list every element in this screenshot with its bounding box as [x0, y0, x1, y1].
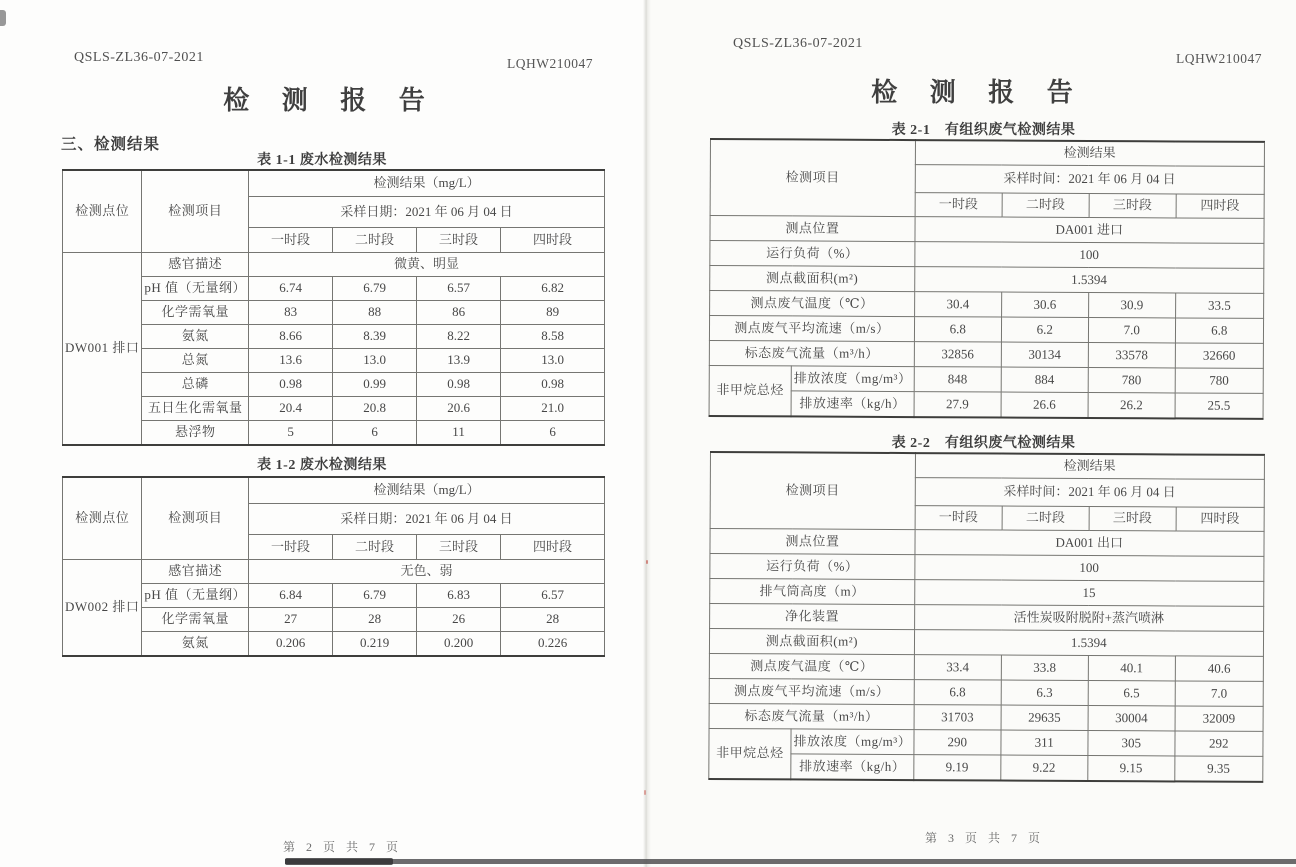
item-label-cell: pH 值（无量纲）: [142, 277, 249, 301]
value-cell: 9.35: [1175, 756, 1263, 782]
item-label-cell: 测点位置: [710, 529, 915, 555]
value-cell: 20.6: [417, 397, 501, 421]
table-2-1-caption: 表 2-1 有组织废气检测结果: [891, 123, 1076, 138]
page-title: 检 测 报 告: [223, 86, 438, 115]
value-cell: 8.22: [417, 325, 501, 349]
red-speck: [646, 560, 648, 564]
value-cell: 30134: [1001, 342, 1088, 367]
value-cell: 86: [417, 301, 501, 325]
item-label-cell: 化学需氧量: [142, 301, 249, 325]
header-date-label: 采样日期：2021 年 06 月 04 日: [249, 504, 605, 535]
item-label-cell: 化学需氧量: [142, 608, 249, 632]
scan-bottom-edge-blob: [285, 858, 393, 865]
item-label-cell: 悬浮物: [142, 421, 249, 446]
item-label-cell: 测点废气温度（℃）: [709, 653, 914, 679]
value-cell: 30.4: [914, 292, 1001, 317]
item-label-cell: 测点位置: [710, 216, 915, 242]
value-cell: 6.8: [914, 317, 1001, 342]
value-cell: 6.57: [501, 584, 605, 608]
section-heading: 三、检测结果: [61, 136, 161, 153]
header-period-label: 四时段: [501, 535, 605, 560]
value-cell: 6.82: [501, 277, 605, 301]
value-span-cell: 无色、弱: [249, 560, 605, 584]
header-result-label: 检测结果（mg/L）: [249, 477, 605, 504]
value-cell: 8.39: [333, 325, 417, 349]
header-period-label: 一时段: [249, 535, 333, 560]
value-cell: 311: [1001, 730, 1088, 755]
sampling-point-cell: DW001 排口: [63, 253, 142, 446]
value-cell: 780: [1088, 367, 1175, 392]
value-cell: 0.219: [333, 632, 417, 657]
value-cell: 0.98: [417, 373, 501, 397]
value-cell: 20.4: [249, 397, 333, 421]
header-item-label: 检测项目: [710, 139, 915, 217]
header-point-label: 检测点位: [63, 170, 142, 253]
header-point-label: 检测点位: [63, 477, 142, 560]
value-cell: 33578: [1088, 342, 1175, 367]
value-cell: 20.8: [333, 397, 417, 421]
item-label-cell: 测点废气平均流速（m/s）: [709, 678, 914, 704]
value-cell: 6.84: [249, 584, 333, 608]
value-cell: 0.200: [417, 632, 501, 657]
header-period-label: 二时段: [333, 228, 417, 253]
wastewater-table-1-2: [62, 476, 605, 657]
value-cell: 9.15: [1088, 755, 1175, 781]
value-cell: 89: [501, 301, 605, 325]
value-span-cell: 100: [915, 555, 1264, 582]
sampling-point-cell: DW002 排口: [63, 560, 142, 657]
item-label-cell: 测点截面积(m²): [709, 629, 914, 655]
value-cell: 6: [333, 421, 417, 446]
item-label-cell: 排气筒高度（m）: [710, 579, 915, 605]
value-cell: 6.57: [417, 277, 501, 301]
value-span-cell: 活性炭吸附脱附+蒸汽喷淋: [914, 605, 1263, 632]
item-label-cell: 排放速率（kg/h）: [791, 754, 914, 780]
header-period-label: 一时段: [915, 506, 1002, 530]
item-label-cell: 净化装置: [710, 604, 915, 630]
value-cell: 13.0: [501, 349, 605, 373]
report-number: LQHW210047: [1176, 51, 1262, 66]
group-label-cell: 非甲烷总烃: [709, 365, 791, 416]
table-1-1-caption: 表 1-1 废水检测结果: [257, 153, 387, 168]
value-cell: 7.0: [1175, 681, 1263, 706]
value-cell: 21.0: [501, 397, 605, 421]
value-cell: 780: [1175, 368, 1263, 393]
item-label-cell: 总磷: [142, 373, 249, 397]
waste-table: [62, 169, 605, 446]
value-cell: 8.66: [249, 325, 333, 349]
header-period-label: 二时段: [1002, 193, 1089, 217]
value-span-cell: 15: [914, 580, 1263, 607]
scan-bottom-edge: [285, 859, 1296, 864]
value-cell: 27: [249, 608, 333, 632]
value-cell: 13.0: [333, 349, 417, 373]
value-cell: 5: [249, 421, 333, 446]
item-label-cell: 总氮: [142, 349, 249, 373]
scanned-page-3: [648, 0, 1296, 867]
page-number-footer: 第 2 页 共 7 页: [283, 840, 403, 854]
value-cell: 884: [1001, 367, 1088, 392]
value-cell: 26.6: [1001, 392, 1088, 418]
wastewater-table-1-1: [62, 169, 605, 446]
value-cell: 8.58: [501, 325, 605, 349]
header-period-label: 一时段: [915, 193, 1002, 217]
value-cell: 27.9: [914, 392, 1001, 418]
value-cell: 26.2: [1088, 392, 1175, 418]
value-cell: 0.98: [501, 373, 605, 397]
value-cell: 26: [417, 608, 501, 632]
header-item-label: 检测项目: [142, 170, 249, 253]
header-date-label: 采样日期：2021 年 06 月 04 日: [249, 197, 605, 228]
value-cell: 13.6: [249, 349, 333, 373]
item-label-cell: 标态废气流量（m³/h）: [709, 703, 914, 729]
group-label-cell: 非甲烷总烃: [709, 728, 791, 779]
doc-number: QSLS-ZL36-07-2021: [733, 36, 863, 51]
value-cell: 6.74: [249, 277, 333, 301]
value-cell: 6.2: [1001, 317, 1088, 342]
item-label-cell: 排放浓度（mg/m³）: [791, 366, 914, 392]
header-date-label: 采样时间：2021 年 06 月 04 日: [915, 478, 1264, 508]
value-cell: 6.8: [1175, 318, 1263, 343]
item-label-cell: 测点废气平均流速（m/s）: [709, 316, 914, 342]
value-cell: 6: [501, 421, 605, 446]
value-cell: 9.19: [914, 755, 1001, 781]
header-result-label: 检测结果: [915, 140, 1264, 166]
value-cell: 13.9: [417, 349, 501, 373]
value-cell: 6.83: [417, 584, 501, 608]
table-2-2-caption: 表 2-2 有组织废气检测结果: [891, 436, 1076, 451]
gas-table-2-2: [708, 451, 1264, 783]
value-cell: 9.22: [1001, 755, 1088, 781]
value-cell: 6.79: [333, 584, 417, 608]
header-period-label: 三时段: [417, 535, 501, 560]
page-title: 检 测 报 告: [871, 78, 1086, 107]
item-label-cell: 感官描述: [142, 253, 249, 277]
value-cell: 305: [1088, 730, 1175, 755]
item-label-cell: 标态废气流量（m³/h）: [709, 340, 914, 366]
scan-edge-mark: [0, 10, 6, 26]
header-period-label: 四时段: [1176, 194, 1264, 218]
header-result-label: 检测结果（mg/L）: [249, 170, 605, 197]
value-cell: 28: [501, 608, 605, 632]
value-cell: 83: [249, 301, 333, 325]
item-label-cell: 五日生化需氧量: [142, 397, 249, 421]
value-cell: 31703: [914, 705, 1001, 730]
item-label-cell: 排放浓度（mg/m³）: [791, 729, 914, 755]
report-number: LQHW210047: [507, 56, 593, 71]
header-period-label: 三时段: [1089, 193, 1176, 217]
item-label-cell: pH 值（无量纲）: [142, 584, 249, 608]
header-item-label: 检测项目: [710, 452, 915, 530]
value-cell: 32660: [1175, 343, 1263, 368]
header-period-label: 三时段: [417, 228, 501, 253]
value-cell: 30.9: [1088, 292, 1175, 317]
header-item-label: 检测项目: [142, 477, 249, 560]
header-period-label: 一时段: [249, 228, 333, 253]
value-cell: 6.8: [914, 680, 1001, 705]
value-cell: 29635: [1001, 705, 1088, 730]
value-cell: 848: [914, 367, 1001, 392]
gas-table-2-1: [709, 138, 1265, 420]
value-cell: 290: [914, 730, 1001, 755]
value-cell: 33.8: [1001, 655, 1088, 680]
value-cell: 292: [1175, 731, 1263, 756]
table-1-2-caption: 表 1-2 废水检测结果: [257, 458, 387, 473]
value-cell: 0.226: [501, 632, 605, 657]
value-span-cell: 1.5394: [914, 630, 1263, 657]
value-cell: 0.99: [333, 373, 417, 397]
value-cell: 30004: [1088, 705, 1175, 730]
doc-number: QSLS-ZL36-07-2021: [74, 50, 204, 65]
item-label-cell: 运行负荷（%）: [710, 241, 915, 267]
value-span-cell: 100: [915, 242, 1264, 269]
value-span-cell: DA001 出口: [915, 530, 1264, 557]
header-period-label: 三时段: [1089, 506, 1176, 530]
value-cell: 11: [417, 421, 501, 446]
header-period-label: 四时段: [501, 228, 605, 253]
value-cell: 88: [333, 301, 417, 325]
value-cell: 30.6: [1001, 292, 1088, 317]
item-label-cell: 感官描述: [142, 560, 249, 584]
value-cell: 7.0: [1088, 317, 1175, 342]
value-cell: 40.6: [1175, 656, 1263, 681]
value-cell: 0.98: [249, 373, 333, 397]
red-speck: [644, 790, 646, 795]
page-number-footer: 第 3 页 共 7 页: [925, 831, 1045, 845]
value-cell: 32009: [1175, 706, 1263, 731]
gas-table: [709, 138, 1265, 420]
header-period-label: 二时段: [1002, 506, 1089, 530]
item-label-cell: 测点截面积(m²): [710, 266, 915, 292]
value-cell: 6.5: [1088, 680, 1175, 705]
item-label-cell: 氨氮: [142, 632, 249, 657]
scan-seam: [643, 0, 651, 867]
item-label-cell: 氨氮: [142, 325, 249, 349]
item-label-cell: 排放速率（kg/h）: [791, 391, 914, 417]
value-cell: 28: [333, 608, 417, 632]
value-cell: 40.1: [1088, 655, 1175, 680]
value-cell: 0.206: [249, 632, 333, 657]
item-label-cell: 运行负荷（%）: [710, 554, 915, 580]
value-span-cell: 微黄、明显: [249, 253, 605, 277]
header-period-label: 四时段: [1176, 507, 1264, 531]
item-label-cell: 测点废气温度（℃）: [710, 291, 915, 317]
header-period-label: 二时段: [333, 535, 417, 560]
header-result-label: 检测结果: [915, 453, 1264, 479]
value-cell: 33.5: [1175, 293, 1263, 318]
waste-table: [62, 476, 605, 657]
gas-table: [708, 451, 1264, 783]
value-span-cell: DA001 进口: [915, 217, 1264, 244]
header-date-label: 采样时间：2021 年 06 月 04 日: [915, 165, 1264, 195]
value-cell: 6.79: [333, 277, 417, 301]
value-cell: 25.5: [1175, 393, 1263, 419]
value-cell: 32856: [914, 342, 1001, 367]
value-cell: 33.4: [914, 655, 1001, 680]
value-cell: 6.3: [1001, 680, 1088, 705]
value-span-cell: 1.5394: [914, 267, 1263, 294]
